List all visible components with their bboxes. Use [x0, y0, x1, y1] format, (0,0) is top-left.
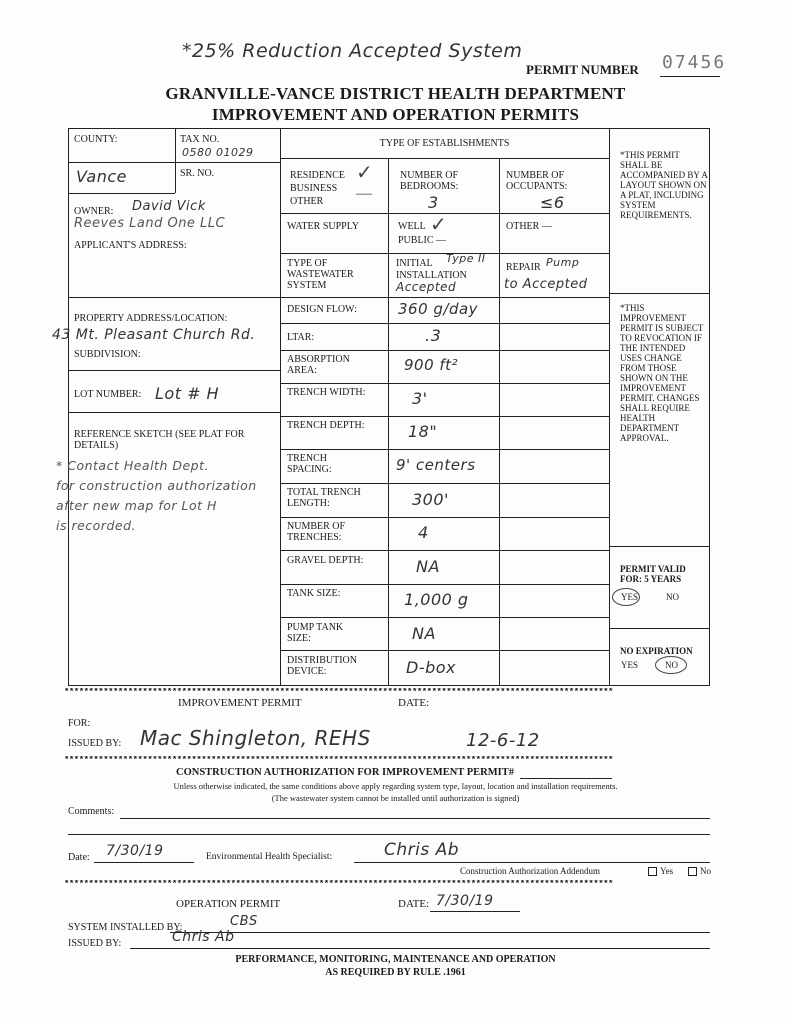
addendum-yes-label: Yes	[660, 866, 674, 876]
sketch-note	[56, 456, 257, 536]
permit-number-label: PERMIT NUMBER	[526, 62, 639, 77]
permit-valid-yes: YES	[621, 592, 639, 602]
system-installed-value: CBS	[230, 914, 258, 929]
type-of-establishments-label: TYPE OF ESTABLISHMENTS	[379, 138, 510, 149]
permit-valid-label: PERMIT VALID FOR: 5 YEARS	[620, 564, 686, 584]
title-line1: GRANVILLE-VANCE DISTRICT HEALTH DEPARTMENT	[165, 84, 626, 103]
county-label: COUNTY:	[74, 134, 118, 145]
row-label: DISTRIBUTION DEVICE:	[287, 655, 357, 677]
issued-by-label: ISSUED BY:	[68, 738, 122, 749]
row-label: TRENCH WIDTH:	[287, 387, 366, 398]
owner-label: OWNER:	[74, 206, 114, 217]
sketch-note-line: after new map for Lot H	[56, 498, 217, 513]
business-label: BUSINESS	[290, 183, 338, 194]
tax-no-label: TAX NO.	[180, 134, 220, 145]
side-note-layout: *THIS PERMIT SHALL BE ACCOMPANIED BY A LAYOUT SHOWN ON A PLAT, INCLUDING SYSTEM REQUIREMENTS.	[620, 150, 708, 220]
owner-line2: Reeves Land One LLC	[74, 216, 226, 231]
row-value: NA	[416, 557, 440, 576]
tax-no-value: 0580 01029	[182, 146, 254, 159]
op-issued-by-label: ISSUED BY:	[68, 938, 122, 949]
checkbox-icon	[648, 867, 657, 876]
comments-line	[120, 818, 710, 819]
ca-text2: (The wastewater system cannot be installed until authorization is signed)	[271, 793, 520, 803]
date2-value: 7/30/19	[106, 843, 164, 859]
row-value: 300'	[412, 490, 449, 509]
permit-number: 07456	[662, 52, 727, 73]
row-label: TRENCH DEPTH:	[287, 420, 365, 431]
other-water-label: OTHER —	[506, 221, 552, 232]
occupants-value: ≤6	[540, 193, 565, 212]
bedrooms-value: 3	[428, 193, 439, 212]
row-value: D-box	[406, 658, 457, 677]
no-expiration-label: NO EXPIRATION	[620, 646, 693, 656]
row-label: TOTAL TRENCH LENGTH:	[287, 487, 361, 509]
row-value: NA	[412, 624, 436, 643]
row-label: ABSORPTION AREA:	[287, 354, 350, 376]
row-value: 18"	[408, 422, 438, 441]
public-label: PUBLIC —	[398, 235, 447, 246]
addendum-yes-option[interactable]	[648, 866, 673, 876]
operation-permit-label: OPERATION PERMIT	[176, 898, 281, 910]
lot-number-label: LOT NUMBER:	[74, 389, 142, 400]
star-divider: ****************************************************************************************************************	[64, 880, 613, 889]
issued-by-signature: Mac Shingleton, REHS	[140, 726, 371, 750]
sketch-note-line: for construction authorization	[56, 478, 257, 493]
row-label: NUMBER OF TRENCHES:	[287, 521, 346, 543]
row-value: .3	[425, 326, 442, 345]
star-divider: ****************************************************************************************************************	[64, 756, 613, 765]
no-expiration-no: NO	[665, 660, 678, 670]
yes-circled-mark	[612, 588, 640, 606]
property-address-value: 43 Mt. Pleasant Church Rd.	[52, 327, 256, 343]
footer-line2: AS REQUIRED BY RULE .1961	[325, 967, 466, 978]
date2-label: Date:	[68, 852, 90, 863]
issued-date: 12-6-12	[466, 730, 540, 751]
row-value: 360 g/day	[398, 300, 479, 318]
initial-value: Type II	[446, 252, 486, 265]
well-check: ✓	[430, 214, 447, 236]
row-label: DESIGN FLOW:	[287, 304, 357, 315]
row-label: TRENCH SPACING:	[287, 453, 332, 475]
other-dash: —	[356, 185, 372, 202]
water-supply-label: WATER SUPPLY	[287, 221, 360, 232]
ehs-signature: Chris Ab	[384, 840, 460, 860]
sketch-note-line: * Contact Health Dept.	[56, 458, 209, 473]
comments-label: Comments:	[68, 806, 115, 817]
sr-no-label: SR. NO.	[180, 168, 215, 179]
op-date-value: 7/30/19	[436, 893, 494, 909]
row-label: PUMP TANK SIZE:	[287, 622, 344, 644]
improvement-date-label: DATE:	[398, 697, 430, 709]
row-label: TANK SIZE:	[287, 588, 341, 599]
for-label: FOR:	[68, 718, 91, 729]
permit-valid-no: NO	[666, 592, 679, 602]
repair-label: REPAIR	[506, 262, 541, 273]
row-value: 4	[418, 523, 429, 542]
row-value: 9' centers	[396, 456, 476, 474]
residence-check: ✓	[356, 162, 373, 184]
well-label: WELL	[398, 221, 426, 232]
county-value: Vance	[76, 167, 128, 186]
comments-line-2	[68, 834, 710, 835]
top-note: *25% Reduction Accepted System	[182, 40, 523, 62]
addendum-no-label: No	[700, 866, 711, 876]
initial-value2: Accepted	[396, 280, 457, 294]
occupants-label: NUMBER OF OCCUPANTS:	[506, 170, 568, 192]
footer-line1: PERFORMANCE, MONITORING, MAINTENANCE AND OPERATION	[235, 954, 556, 965]
side-note-revocation: *THIS IMPROVEMENT PERMIT IS SUBJECT TO REVOCATION IF THE INTENDED USES CHANGE FROM THOSE SHOWN ON THE IMPROVEMENT PERMIT. CHANGES SHALL REQUIRE HEALTH DEPARTMENT APPROVAL.	[620, 303, 704, 443]
system-installed-label: SYSTEM INSTALLED BY:	[68, 922, 183, 933]
row-label: LTAR:	[287, 332, 315, 343]
applicant-address-label: APPLICANT'S ADDRESS:	[74, 240, 187, 251]
ehs-label: Environmental Health Specialist:	[206, 852, 333, 862]
property-address-label: PROPERTY ADDRESS/LOCATION:	[74, 313, 228, 324]
ca-permit-line	[520, 778, 612, 779]
title-line2: IMPROVEMENT AND OPERATION PERMITS	[211, 105, 580, 124]
op-date-label: DATE:	[398, 898, 430, 910]
row-value: 900 ft²	[404, 356, 459, 374]
ca-text1: Unless otherwise indicated, the same conditions above apply regarding system type, layout, location and installation requirements.	[173, 781, 618, 791]
checkbox-icon	[688, 867, 697, 876]
bedrooms-label: NUMBER OF BEDROOMS:	[400, 170, 459, 192]
lot-number-value: Lot # H	[155, 384, 220, 403]
reference-sketch-label: REFERENCE SKETCH (SEE PLAT FOR DETAILS)	[74, 429, 245, 451]
op-issued-by-signature: Chris Ab	[172, 929, 235, 945]
repair-value: Pump	[546, 256, 580, 269]
star-divider: ****************************************************************************************************************	[64, 688, 613, 697]
no-circled-mark	[655, 656, 687, 674]
owner-line1: David Vick	[132, 199, 206, 214]
row-label: GRAVEL DEPTH:	[287, 555, 364, 566]
repair-value2: to Accepted	[504, 277, 588, 292]
row-value: 1,000 g	[404, 590, 469, 609]
sketch-note-line: is recorded.	[56, 518, 136, 533]
addendum-no-option[interactable]	[688, 866, 711, 876]
permit-number-underline	[660, 76, 720, 77]
other-label: OTHER	[290, 196, 324, 207]
no-expiration-yes: YES	[621, 660, 639, 670]
row-value: 3'	[412, 389, 428, 408]
subdivision-label: SUBDIVISION:	[74, 349, 141, 360]
ca-title: CONSTRUCTION AUTHORIZATION FOR IMPROVEMENT PERMIT#	[176, 767, 514, 778]
wastewater-label: TYPE OF WASTEWATER SYSTEM	[287, 258, 354, 291]
addendum-label: Construction Authorization Addendum	[460, 866, 600, 876]
residence-label: RESIDENCE	[290, 170, 345, 181]
installation-label: INSTALLATION	[396, 270, 467, 281]
improvement-permit-label: IMPROVEMENT PERMIT	[178, 697, 302, 709]
initial-label: INITIAL	[396, 258, 433, 269]
